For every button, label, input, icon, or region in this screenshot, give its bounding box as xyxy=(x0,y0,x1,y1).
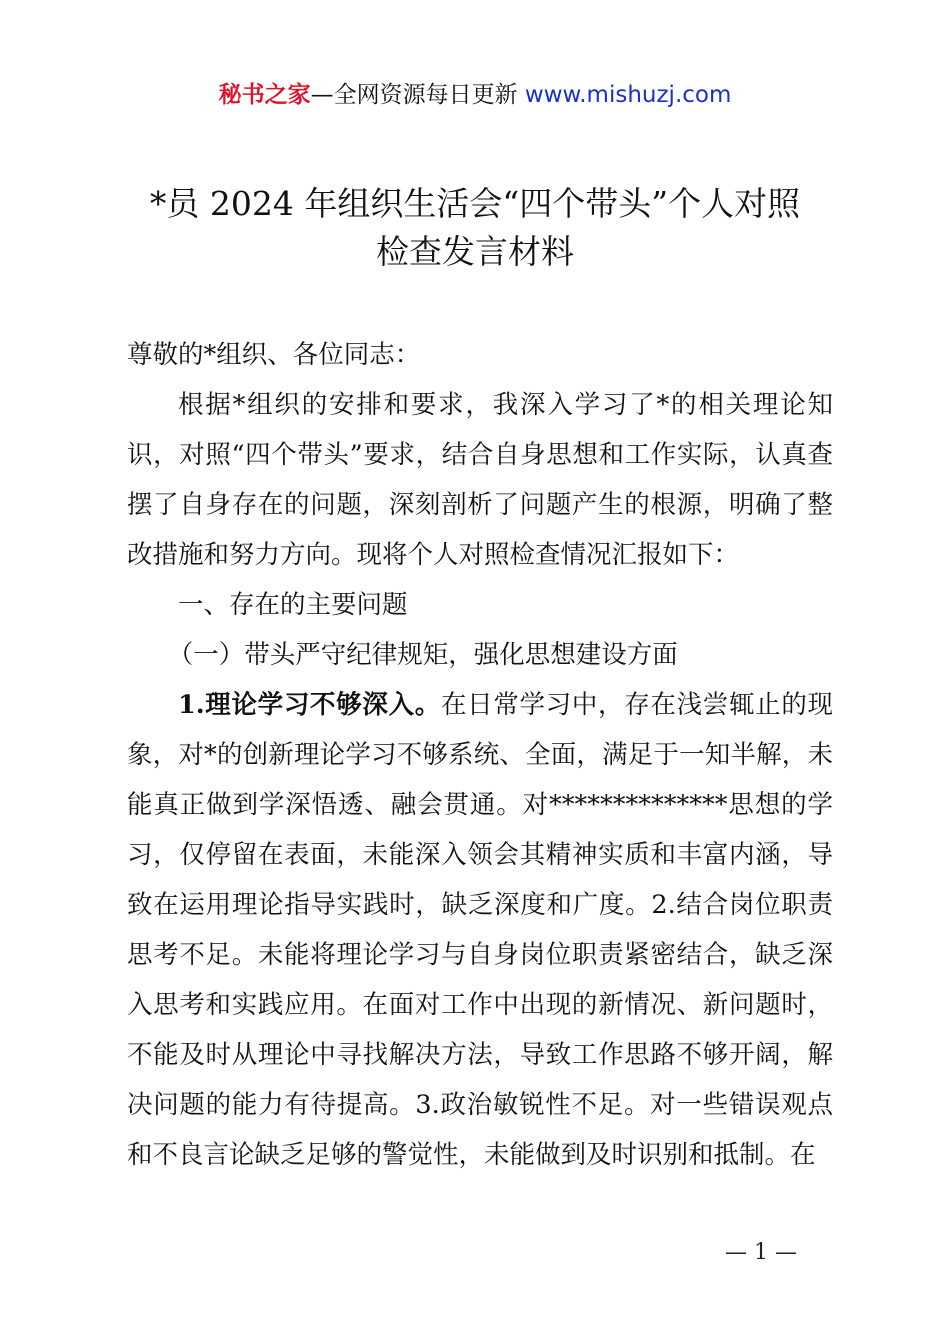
page-number: — 1 — xyxy=(725,1240,797,1265)
intro-paragraph: 根据*组织的安排和要求，我深入学习了*的相关理论知识，对照“四个带头”要求，结合自身思想和工作实际，认真查摆了自身存在的问题，深刻剖析了问题产生的根源，明确了整改措施和努力方向。现将个人对照检查情况汇报如下： xyxy=(127,390,833,570)
site-slogan: —全网资源每日更新 xyxy=(310,82,518,108)
point-lead-title: 1.理论学习不够深入。 xyxy=(178,690,441,720)
point-paragraph-theory-study xyxy=(127,680,833,1180)
point-body-text: 在日常学习中，存在浅尝辄止的现象，对*的创新理论学习不够系统、全面，满足于一知半解，未能真正做到学深悟透、融会贯通。对**************思想的学习，仅停留在表面，未能深入领会其精神实质和丰富内涵，导致在运用理论指导实践时，缺乏深度和广度。2.结合岗位职责思考不足。未能将理论学习与自身岗位职责紧密结合，缺乏深入思考和实践应用。在面对工作中出现的新情况、新问题时，不能及时从理论中寻找解决方法，导致工作思路不够开阔，解决问题的能力有待提高。3.政治敏锐性不足。对一些错误观点和不良言论缺乏足够的警觉性，未能做到及时识别和抵制。在 xyxy=(127,690,833,1170)
section-heading-problems: 一、存在的主要问题 xyxy=(178,590,408,620)
document-title-line-2: 检查发言材料 xyxy=(376,232,574,271)
subsection-heading-discipline: （一）带头严守纪律规矩，强化思想建设方面 xyxy=(167,640,678,670)
document-title-line-1: *员 2024 年组织生活会“四个带头”个人对照 xyxy=(149,184,801,223)
document-title xyxy=(60,180,890,276)
site-brand: 秘书之家 xyxy=(218,82,311,108)
document-body xyxy=(127,330,833,1180)
salutation: 尊敬的*组织、各位同志： xyxy=(127,340,421,370)
site-header xyxy=(0,78,950,112)
site-url-link[interactable]: www.mishuzj.com xyxy=(524,82,732,108)
